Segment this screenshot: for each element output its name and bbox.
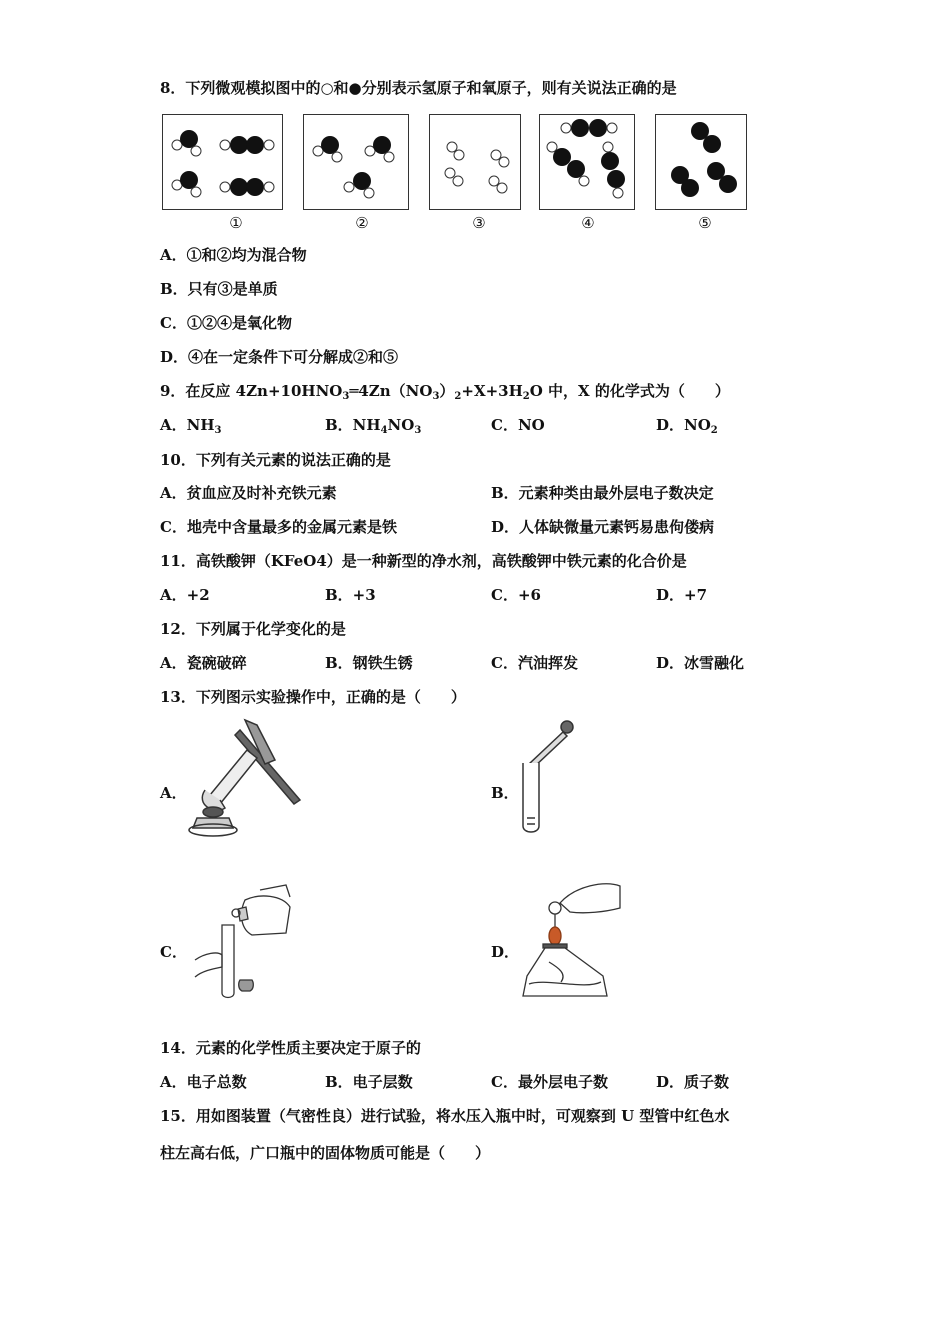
q14-option-c: C．最外层电子数 [491, 1073, 608, 1091]
q14-option-a: A．电子总数 [160, 1073, 247, 1091]
box-label-1: ① [229, 214, 243, 232]
q11-option-d: D．+7 [656, 586, 708, 604]
heating-test-tube-illustration [185, 720, 310, 838]
q10-stem: 10．下列有关元素的说法正确的是 [160, 451, 391, 469]
q8-option-a: A．①和②均为混合物 [160, 246, 307, 264]
q11-option-c: C．+6 [491, 586, 541, 604]
molecule-diagram-2 [304, 115, 410, 211]
q12-stem: 12．下列属于化学变化的是 [160, 620, 346, 638]
molecule-diagram-3 [430, 115, 522, 211]
q12-option-c: C．汽油挥发 [491, 654, 578, 672]
burning-in-bottle-illustration [515, 878, 625, 1006]
q15-stem-line1: 15．用如图装置（气密性良）进行试验，将水压入瓶中时，可观察到 U 型管中红色水 [160, 1107, 730, 1125]
q10-option-d: D．人体缺微量元素钙易患佝偻病 [491, 518, 715, 536]
q10-option-c: C．地壳中含量最多的金属元素是铁 [160, 518, 397, 536]
q8-option-d: D．④在一定条件下可分解成②和⑤ [160, 348, 399, 366]
q15-stem-line2: 柱左高右低，广口瓶中的固体物质可能是（ ） [160, 1144, 491, 1162]
q14-option-d: D．质子数 [656, 1073, 730, 1091]
molecule-box-2 [303, 114, 409, 210]
q11-option-b: B．+3 [325, 586, 376, 604]
q11-option-a: A．+2 [160, 586, 210, 604]
q9-option-d: D．$NO_2$ [656, 416, 718, 436]
molecule-box-3 [429, 114, 521, 210]
box-label-2: ② [355, 214, 369, 232]
q12-option-a: A．瓷碗破碎 [160, 654, 247, 672]
q9-option-c: C．NO [491, 416, 545, 434]
q12-option-b: B．钢铁生锈 [325, 654, 413, 672]
molecule-box-5 [655, 114, 747, 210]
q9-option-b: B．$NH_4NO_3$ [325, 416, 422, 436]
box-label-5: ⑤ [698, 214, 712, 232]
q8-stem: 8．下列微观模拟图中的○和●分别表示氢原子和氧原子，则有关说法正确的是 [160, 79, 677, 97]
q13-option-a: A． [160, 784, 187, 802]
dropper-test-tube-illustration [515, 718, 585, 838]
q14-stem: 14．元素的化学性质主要决定于原子的 [160, 1039, 421, 1057]
q11-stem: 11．高铁酸钾（KFeO4）是一种新型的净水剂，高铁酸钾中铁元素的化合价是 [160, 552, 687, 570]
q9-stem: 9．在反应 $4Zn+10HNO_3═4Zn(NO_3)_2+X+3H_2O$ 中，X 的化学式为（ ） [160, 382, 730, 402]
molecule-box-4 [539, 114, 635, 210]
q10-option-a: A．贫血应及时补充铁元素 [160, 484, 337, 502]
molecule-diagram-1 [163, 115, 284, 211]
q8-option-c: C．①②④是氧化物 [160, 314, 292, 332]
box-label-4: ④ [581, 214, 595, 232]
q13-option-d: D． [491, 943, 520, 961]
box-label-3: ③ [472, 214, 486, 232]
q13-option-b: B． [491, 784, 519, 802]
molecule-diagram-4 [540, 115, 636, 211]
molecule-diagram-5 [656, 115, 748, 211]
q14-option-b: B．电子层数 [325, 1073, 413, 1091]
q13-option-c: C． [160, 943, 187, 961]
q13-stem: 13．下列图示实验操作中，正确的是（ ） [160, 688, 466, 706]
pouring-liquid-illustration [190, 885, 300, 1003]
q10-option-b: B．元素种类由最外层电子数决定 [491, 484, 714, 502]
q8-option-b: B．只有③是单质 [160, 280, 278, 298]
q9-option-a: A．$NH_3$ [160, 416, 222, 436]
q12-option-d: D．冰雪融化 [656, 654, 745, 672]
molecule-box-1 [162, 114, 283, 210]
